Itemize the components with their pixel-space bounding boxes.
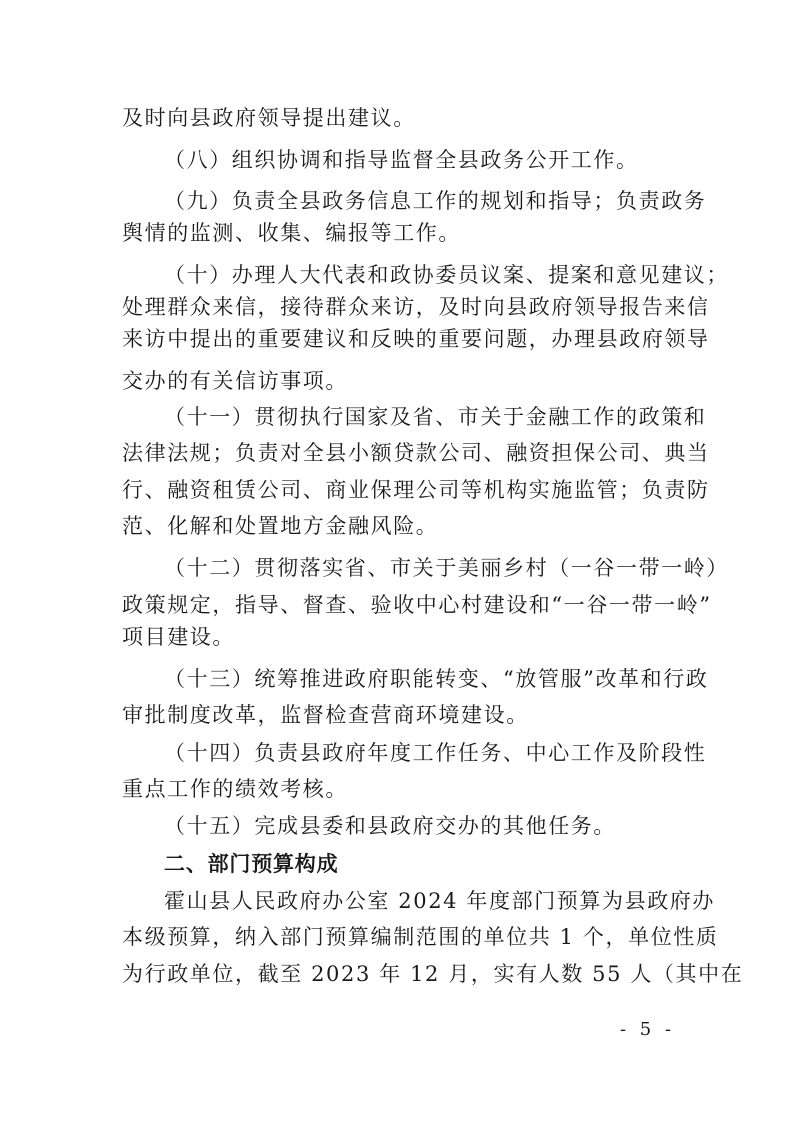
text-line: 审批制度改革，监督检查营商环境建设。 <box>122 703 529 727</box>
text-line: 霍山县人民政府办公室 2024 年度部门预算为县政府办 <box>164 889 715 913</box>
text-line: 法律法规；负责对全县小额贷款公司、融资担保公司、典当 <box>122 441 710 465</box>
text-line: （十五）完成县委和县政府交办的其他任务。 <box>164 814 616 838</box>
text-line: 项目建设。 <box>122 625 235 649</box>
page-number: - 5 - <box>620 1019 676 1040</box>
text-line: 行、融资租赁公司、商业保理公司等机构实施监管；负责防 <box>122 478 710 502</box>
text-line: 政策规定，指导、督查、验收中心村建设和“一谷一带一岭” <box>122 593 712 617</box>
text-line: （十一）贯彻执行国家及省、市关于金融工作的政策和 <box>164 405 707 429</box>
text-line: （十四）负责县政府年度工作任务、中心工作及阶段性 <box>164 741 707 765</box>
text-line: 舆情的监测、收集、编报等工作。 <box>122 221 461 245</box>
text-line: 交办的有关信访事项。 <box>122 369 348 393</box>
text-line: （八）组织协调和指导监督全县政务公开工作。 <box>164 148 639 172</box>
text-line: （十三）统筹推进政府职能转变、“放管服”改革和行政 <box>164 667 709 691</box>
text-line: 范、化解和处置地方金融风险。 <box>122 514 439 538</box>
text-line: 处理群众来信，接待群众来访，及时向县政府领导报告来信 <box>122 295 710 319</box>
text-line: 来访中提出的重要建议和反映的重要问题，办理县政府领导 <box>122 327 710 351</box>
section-heading: 二、部门预算构成 <box>164 852 339 876</box>
text-line: （十）办理人大代表和政协委员议案、提案和意见建议； <box>164 263 729 287</box>
text-line: 本级预算，纳入部门预算编制范围的单位共 1 个，单位性质 <box>122 925 719 949</box>
text-line: 及时向县政府领导提出建议。 <box>122 106 416 130</box>
text-line: （九）负责全县政务信息工作的规划和指导；负责政务 <box>164 189 707 213</box>
text-line: （十二）贯彻落实省、市关于美丽乡村（一谷一带一岭） <box>164 556 729 580</box>
text-line: 为行政单位，截至 2023 年 12 月，实有人数 55 人（其中在 <box>122 962 744 986</box>
text-line: 重点工作的绩效考核。 <box>122 777 348 801</box>
